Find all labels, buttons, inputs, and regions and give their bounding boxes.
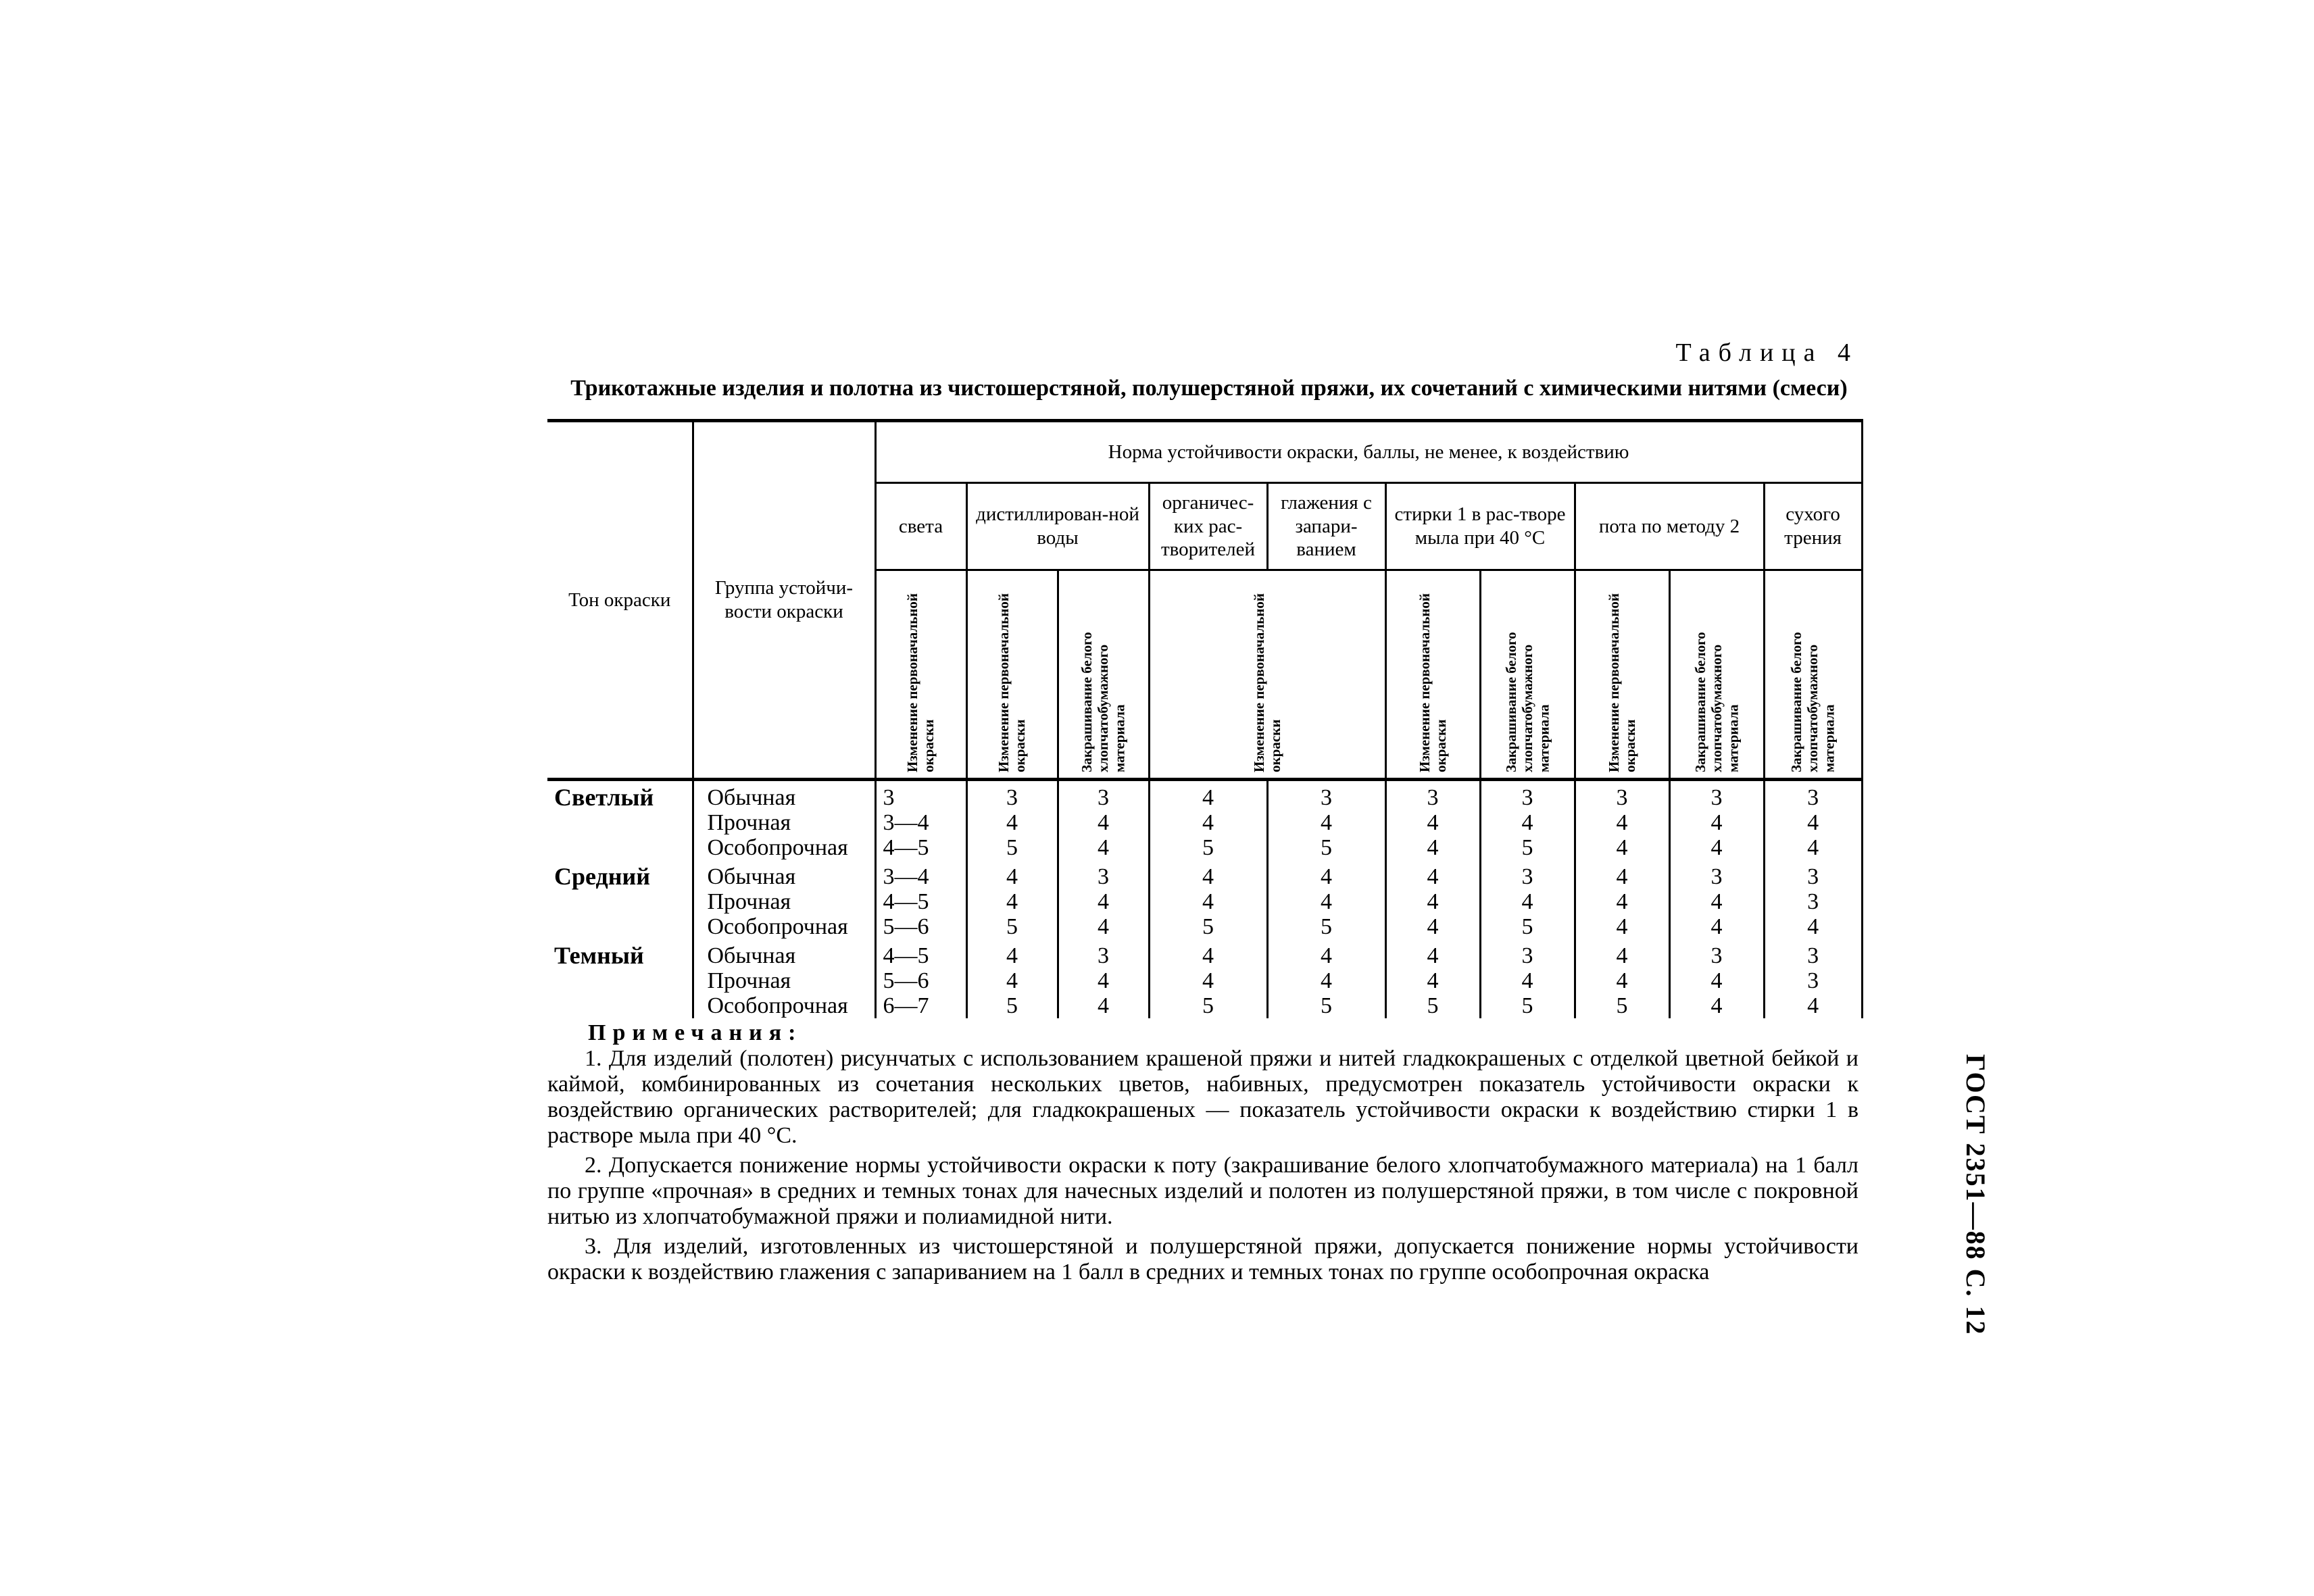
value-cell: 4 — [1575, 889, 1669, 914]
header-dry-rubbing: сухого трения — [1764, 483, 1862, 570]
table-row — [547, 993, 1862, 1018]
value-cell: 3 — [1058, 780, 1149, 811]
subheader-label: Закрашивание белого хлопчатобумажного материала — [1788, 632, 1838, 772]
header-tone: Тон окраски — [547, 421, 693, 780]
value-cell: 4 — [1058, 810, 1149, 835]
value-cell: 4 — [1149, 939, 1267, 968]
value-cell: 4 — [1480, 810, 1575, 835]
group-cell: Особопрочная — [693, 993, 875, 1018]
value-cell: 4—5 — [875, 939, 966, 968]
value-cell: 3 — [1764, 939, 1862, 968]
subheader-water-change — [966, 570, 1058, 780]
value-cell: 5 — [1480, 993, 1575, 1018]
value-cell: 4 — [1385, 860, 1480, 889]
value-cell: 4 — [1267, 939, 1385, 968]
table-row — [547, 835, 1862, 860]
table-row — [547, 914, 1862, 939]
table-row — [547, 810, 1862, 835]
value-cell: 4 — [1575, 914, 1669, 939]
subheader-water-staining — [1058, 570, 1149, 780]
subheader-label: Изменение первоначальной окраски — [1605, 593, 1638, 772]
table-row — [547, 860, 1862, 889]
value-cell: 4 — [966, 939, 1058, 968]
tone-cell — [547, 810, 693, 835]
table-title: Трикотажные изделия и полотна из чистошерстяной, полушерстяной пряжи, их сочетаний с химическими нитями (смеси) — [570, 376, 1848, 401]
tone-cell: Светлый — [547, 780, 693, 811]
value-cell: 4 — [1058, 914, 1149, 939]
subheader-label: Закрашивание белого хлопчатобумажного материала — [1502, 632, 1552, 772]
value-cell: 4 — [1385, 810, 1480, 835]
subheader-light-change — [875, 570, 966, 780]
value-cell: 5—6 — [875, 914, 966, 939]
value-cell: 5 — [1267, 914, 1385, 939]
page-side-mark: ГОСТ 2351—88 С. 12 — [1961, 1054, 1991, 1336]
value-cell: 4 — [1669, 993, 1764, 1018]
value-cell: 3—4 — [875, 860, 966, 889]
value-cell: 4 — [1149, 810, 1267, 835]
subheader-sweat-staining — [1669, 570, 1764, 780]
value-cell: 3 — [1764, 968, 1862, 993]
value-cell: 4 — [966, 889, 1058, 914]
header-sweat: пота по методу 2 — [1575, 483, 1764, 570]
header-organic-solvents: органичес-ких рас-творителей — [1149, 483, 1267, 570]
value-cell: 4 — [966, 860, 1058, 889]
note-3: 3. Для изделий, изготовленных из чистошерстяной и полушерстяной пряжи, допускается понижение нормы устойчивости окраски к воздействию глажения с запариванием на 1 балл в средних и темных тонах по группе особопрочная окраска — [547, 1234, 1858, 1285]
value-cell: 4 — [1764, 835, 1862, 860]
value-cell: 4 — [1058, 968, 1149, 993]
value-cell: 5 — [1149, 993, 1267, 1018]
value-cell: 4 — [1058, 993, 1149, 1018]
tone-cell — [547, 968, 693, 993]
header-distilled-water: дистиллирован-ной воды — [966, 483, 1149, 570]
value-cell: 5 — [1149, 835, 1267, 860]
group-cell: Прочная — [693, 810, 875, 835]
value-cell: 5 — [1575, 993, 1669, 1018]
value-cell: 3 — [1480, 939, 1575, 968]
value-cell: 4 — [1575, 860, 1669, 889]
value-cell: 4 — [1149, 968, 1267, 993]
notes-section — [547, 1020, 1858, 1289]
subheader-washing-staining — [1480, 570, 1575, 780]
value-cell: 4 — [1058, 835, 1149, 860]
value-cell: 4 — [1149, 860, 1267, 889]
value-cell: 4 — [1669, 889, 1764, 914]
table-row — [547, 889, 1862, 914]
subheader-sweat-change — [1575, 570, 1669, 780]
subheader-label: Изменение первоначальной окраски — [1250, 593, 1283, 772]
value-cell: 4 — [1385, 914, 1480, 939]
table-label: Таблица 4 — [1675, 339, 1858, 367]
value-cell: 4 — [1669, 914, 1764, 939]
tone-cell — [547, 835, 693, 860]
tone-cell — [547, 993, 693, 1018]
tone-cell: Темный — [547, 939, 693, 968]
value-cell: 4 — [1267, 968, 1385, 993]
note-1: 1. Для изделий (полотен) рисунчатых с использованием крашеной пряжи и нитей гладкокрашеных с отделкой цветной бейкой и каймой, комбинированных из сочетания нескольких цветов, набивных, предусмотрен показатель устойчивости окраски к воздействию органических растворителей; для гладкокрашеных — показатель устойчивости окраски к воздействию стирки 1 в растворе мыла при 40 °С. — [547, 1046, 1858, 1148]
value-cell: 3 — [1669, 780, 1764, 811]
value-cell: 4 — [1385, 939, 1480, 968]
table-row — [547, 968, 1862, 993]
tone-cell — [547, 889, 693, 914]
value-cell: 5 — [1480, 914, 1575, 939]
value-cell: 4 — [1480, 889, 1575, 914]
table-row — [547, 780, 1862, 811]
value-cell: 4 — [1575, 810, 1669, 835]
value-cell: 4 — [966, 810, 1058, 835]
value-cell: 3 — [1058, 860, 1149, 889]
value-cell: 4 — [1058, 889, 1149, 914]
subheader-label: Закрашивание белого хлопчатобумажного материала — [1079, 632, 1128, 772]
table-body — [547, 780, 1862, 1019]
value-cell: 3 — [1764, 780, 1862, 811]
subheader-washing-change — [1385, 570, 1480, 780]
value-cell: 3 — [1058, 939, 1149, 968]
header-group: Группа устойчи-вости окраски — [693, 421, 875, 780]
value-cell: 4 — [1149, 780, 1267, 811]
value-cell: 3 — [1669, 860, 1764, 889]
value-cell: 4 — [1669, 835, 1764, 860]
value-cell: 4 — [1385, 889, 1480, 914]
value-cell: 3 — [1764, 889, 1862, 914]
group-cell: Обычная — [693, 780, 875, 811]
value-cell: 3 — [1385, 780, 1480, 811]
value-cell: 5 — [1267, 993, 1385, 1018]
group-cell: Прочная — [693, 968, 875, 993]
value-cell: 3 — [1480, 860, 1575, 889]
table-row — [547, 939, 1862, 968]
value-cell: 3 — [875, 780, 966, 811]
subheader-label: Изменение первоначальной окраски — [904, 593, 937, 772]
value-cell: 4 — [1764, 993, 1862, 1018]
subheader-label: Изменение первоначальной окраски — [1416, 593, 1449, 772]
value-cell: 5 — [1267, 835, 1385, 860]
value-cell: 4 — [1764, 810, 1862, 835]
value-cell: 3 — [1669, 939, 1764, 968]
value-cell: 5 — [1480, 835, 1575, 860]
value-cell: 4 — [1575, 939, 1669, 968]
note-2: 2. Допускается понижение нормы устойчивости окраски к поту (закрашивание белого хлопчатобумажного материала) на 1 балл по группе «прочная» в средних и темных тонах для начесных изделий и полотен из полушерстяной пряжи, в том числе с покровной нитью из хлопчатобумажной пряжи и полиамидной нити. — [547, 1153, 1858, 1229]
value-cell: 4 — [1669, 810, 1764, 835]
group-cell: Обычная — [693, 860, 875, 889]
value-cell: 5 — [966, 835, 1058, 860]
value-cell: 3 — [1764, 860, 1862, 889]
value-cell: 4 — [1267, 810, 1385, 835]
value-cell: 5 — [966, 993, 1058, 1018]
value-cell: 4 — [1267, 889, 1385, 914]
notes-heading: Примечания: — [588, 1020, 803, 1045]
tone-cell: Средний — [547, 860, 693, 889]
colorfastness-table — [547, 419, 1863, 1018]
value-cell: 6—7 — [875, 993, 966, 1018]
group-cell: Особопрочная — [693, 835, 875, 860]
value-cell: 4 — [1575, 835, 1669, 860]
subheader-label: Изменение первоначальной окраски — [995, 593, 1029, 772]
value-cell: 4—5 — [875, 835, 966, 860]
value-cell: 5 — [966, 914, 1058, 939]
value-cell: 5 — [1149, 914, 1267, 939]
value-cell: 3 — [1575, 780, 1669, 811]
header-norm: Норма устойчивости окраски, баллы, не менее, к воздействию — [875, 421, 1862, 483]
header-washing: стирки 1 в рас-творе мыла при 40 °С — [1385, 483, 1575, 570]
value-cell: 4 — [1385, 968, 1480, 993]
value-cell: 3 — [1267, 780, 1385, 811]
value-cell: 4 — [1575, 968, 1669, 993]
value-cell: 4 — [1267, 860, 1385, 889]
value-cell: 4 — [1669, 968, 1764, 993]
value-cell: 5 — [1385, 993, 1480, 1018]
group-cell: Прочная — [693, 889, 875, 914]
value-cell: 4 — [1480, 968, 1575, 993]
value-cell: 4 — [1385, 835, 1480, 860]
header-ironing: глажения с запари-ванием — [1267, 483, 1385, 570]
value-cell: 4—5 — [875, 889, 966, 914]
tone-cell — [547, 914, 693, 939]
value-cell: 3 — [966, 780, 1058, 811]
value-cell: 5—6 — [875, 968, 966, 993]
header-light: света — [875, 483, 966, 570]
group-cell: Особопрочная — [693, 914, 875, 939]
value-cell: 3—4 — [875, 810, 966, 835]
subheader-label: Закрашивание белого хлопчатобумажного материала — [1692, 632, 1742, 772]
group-cell: Обычная — [693, 939, 875, 968]
subheader-solvent-ironing-change — [1149, 570, 1385, 780]
value-cell: 4 — [1149, 889, 1267, 914]
subheader-rubbing-staining — [1764, 570, 1862, 780]
value-cell: 3 — [1480, 780, 1575, 811]
value-cell: 4 — [966, 968, 1058, 993]
value-cell: 4 — [1764, 914, 1862, 939]
